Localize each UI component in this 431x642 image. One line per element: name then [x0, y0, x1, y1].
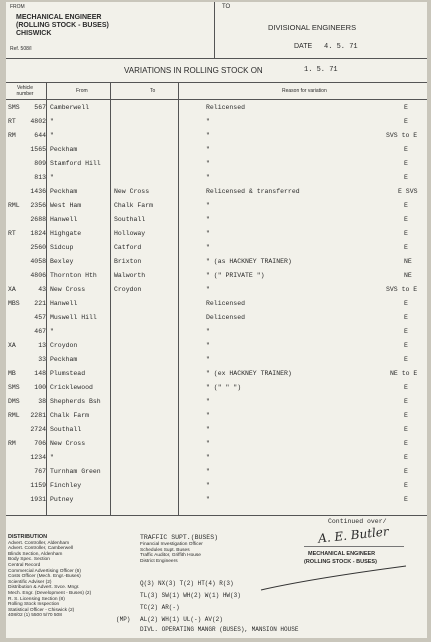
- from-garage: Southall: [50, 426, 82, 433]
- reason: ": [206, 398, 210, 405]
- distribution-item: Advert. Controller, Aldenham: [8, 540, 70, 546]
- reason: ": [206, 146, 210, 153]
- vehicle-number: 4802: [30, 118, 46, 125]
- distribution-item: Body Spec. Section: [8, 557, 50, 563]
- document-sheet: [6, 2, 427, 638]
- status-mark: E: [404, 342, 408, 349]
- signature: A. E. Butler: [317, 524, 390, 546]
- traffic-item: Traffic Auditor, Griffith House: [140, 553, 201, 559]
- from-garage: Muswell Hill: [50, 314, 97, 321]
- col-vehicle-number: Vehicle number: [16, 85, 34, 97]
- vehicle-number: 2724: [30, 426, 46, 433]
- status-mark: E: [404, 440, 408, 447]
- table-row: [6, 158, 427, 170]
- table-row: [6, 480, 427, 492]
- distribution-item: Rolling Stock Inspection: [8, 602, 60, 608]
- table-row: [6, 172, 427, 184]
- traffic-code-3: TC(2) AR(-): [140, 604, 180, 611]
- table-row: [6, 200, 427, 212]
- status-mark: E: [404, 216, 408, 223]
- status-mark: E: [404, 482, 408, 489]
- traffic-heading: TRAFFIC SUPT.(BUSES): [140, 534, 219, 541]
- from-garage: Turnham Green: [50, 468, 101, 475]
- from-garage: Peckham: [50, 188, 78, 195]
- from-garage: West Ham: [50, 202, 82, 209]
- distribution-item: Advert. Controller, Camberwell: [8, 546, 74, 552]
- vehicle-class: DMS: [8, 398, 20, 405]
- vehicle-class: RM: [8, 132, 16, 139]
- vehicle-number: 644: [34, 132, 46, 139]
- vehicle-class: MB: [8, 370, 16, 377]
- vehicle-number: 1436: [30, 188, 46, 195]
- status-mark: E: [404, 454, 408, 461]
- table-header-rule: [6, 99, 427, 100]
- table-row: [6, 298, 427, 310]
- to-value: DIVISIONAL ENGINEERS: [268, 23, 357, 32]
- table-top-rule: [6, 82, 427, 83]
- traffic-code-1: Q(3) NX(3) T(2) HT(4) R(3): [140, 580, 234, 587]
- status-mark: E: [404, 104, 408, 111]
- status-mark: SVS to E: [386, 132, 418, 139]
- from-garage: Croydon: [50, 342, 78, 349]
- vehicle-number: 1234: [30, 454, 46, 461]
- reason: " (ex HACKNEY TRAINER): [206, 370, 292, 377]
- from-line2: (ROLLING STOCK - BUSES): [16, 22, 109, 29]
- col-reason: Reason for variation: [282, 88, 327, 94]
- status-mark: E: [404, 160, 408, 167]
- from-garage: Plumstead: [50, 370, 86, 377]
- to-garage: Walworth: [114, 272, 146, 279]
- vehicle-class: MBS: [8, 300, 20, 307]
- reason: ": [206, 412, 210, 419]
- status-mark: E: [404, 202, 408, 209]
- vehicle-class: RT: [8, 118, 16, 125]
- reason: ": [206, 244, 210, 251]
- vehicle-number: 33: [38, 356, 46, 363]
- title-date: 1. 5. 71: [304, 66, 338, 74]
- table-row: [6, 494, 427, 506]
- status-mark: E: [404, 314, 408, 321]
- from-label: FROM: [10, 4, 25, 10]
- reason: ": [206, 202, 210, 209]
- vehicle-number: 813: [34, 174, 46, 181]
- vehicle-number: 2356: [30, 202, 46, 209]
- vehicle-number: 567: [34, 104, 46, 111]
- reason: ": [206, 286, 210, 293]
- table-row: [6, 270, 427, 282]
- status-mark: E: [404, 300, 408, 307]
- vehicle-number: 767: [34, 468, 46, 475]
- reason: ": [206, 160, 210, 167]
- distribution-item: Distribution & Advert. Svce. Mngr.: [8, 585, 80, 591]
- reason: ": [206, 328, 210, 335]
- from-garage: Peckham: [50, 146, 78, 153]
- table-row: [6, 466, 427, 478]
- status-mark: NE to E: [390, 370, 418, 377]
- distribution-list: [8, 535, 136, 619]
- header-bottom-rule: [6, 58, 427, 59]
- status-mark: SVS to E: [386, 286, 418, 293]
- reason: ": [206, 230, 210, 237]
- distribution-item: Statistical Officer - Chiswick (2): [8, 607, 75, 613]
- vehicle-class: XA: [8, 342, 16, 349]
- vehicle-number: 2688: [30, 216, 46, 223]
- reason: " (" " "): [206, 384, 242, 391]
- vehicle-number: 43: [38, 286, 46, 293]
- table-row: [6, 130, 427, 142]
- status-mark: E: [404, 230, 408, 237]
- table-row: [6, 438, 427, 450]
- table-row: [6, 284, 427, 296]
- signature-rule: [304, 546, 404, 547]
- to-label: TO: [222, 4, 231, 10]
- status-mark: E: [404, 328, 408, 335]
- status-mark: NE: [404, 272, 412, 279]
- from-garage: ": [50, 454, 54, 461]
- traffic-item: Schedules Supt. Buses: [140, 547, 190, 553]
- divl-line: DIVL. OPERATING MANGR (BUSES), MANSION HOUSE: [140, 626, 299, 633]
- vehicle-number: 457: [34, 314, 46, 321]
- vehicle-number: 2560: [30, 244, 46, 251]
- from-garage: Putney: [50, 496, 74, 503]
- signature-title1: MECHANICAL ENGINEER: [308, 551, 376, 557]
- status-mark: E: [404, 496, 408, 503]
- date-value: 4. 5. 71: [324, 43, 358, 51]
- distribution-item: R. S. Licensing Section (8): [8, 596, 65, 602]
- vehicle-number: 100: [34, 384, 46, 391]
- reference-number: Ref. 508/I: [10, 46, 32, 52]
- distribution-item: Commercial Advertising Officer (6): [8, 568, 81, 574]
- traffic-item: Financial Investigation Officer: [140, 542, 203, 547]
- to-garage: Southall: [114, 216, 146, 223]
- signature-title2: (ROLLING STOCK - BUSES): [304, 559, 377, 565]
- distribution-item: 408/02 (1) 5500 5/70 508: [8, 613, 62, 619]
- vehicle-class: RML: [8, 412, 20, 419]
- reason: " (" PRIVATE "): [206, 272, 265, 279]
- table-row: [6, 368, 427, 380]
- status-mark: E SVS: [398, 188, 418, 195]
- vehicle-class: SMS: [8, 384, 20, 391]
- table-row: [6, 214, 427, 226]
- vehicle-number: 4806: [30, 272, 46, 279]
- vehicle-number: 4058: [30, 258, 46, 265]
- status-mark: E: [404, 412, 408, 419]
- status-mark: E: [404, 146, 408, 153]
- from-garage: Cricklewood: [50, 384, 93, 391]
- to-garage: Holloway: [114, 230, 146, 237]
- reason: ": [206, 454, 210, 461]
- from-garage: Hanwell: [50, 300, 78, 307]
- distribution-item: Blinds Section, Aldenham: [8, 551, 63, 557]
- status-mark: E: [404, 384, 408, 391]
- reason: ": [206, 468, 210, 475]
- vehicle-number: 2281: [30, 412, 46, 419]
- vehicle-number: 1565: [30, 146, 46, 153]
- vehicle-class: RT: [8, 230, 16, 237]
- reason: Relicensed: [206, 104, 246, 111]
- distribution-item: Mech. Engr. (Development - Buses) (2): [8, 590, 92, 596]
- from-garage: Thornton Hth: [50, 272, 97, 279]
- from-garage: ": [50, 328, 54, 335]
- vehicle-number: 467: [34, 328, 46, 335]
- reason: ": [206, 426, 210, 433]
- from-garage: Peckham: [50, 356, 78, 363]
- vehicle-class: RM: [8, 440, 16, 447]
- reason: ": [206, 132, 210, 139]
- col-to: To: [150, 88, 156, 94]
- table-row: [6, 396, 427, 408]
- table-row: [6, 144, 427, 156]
- from-line1: MECHANICAL ENGINEER: [16, 14, 102, 21]
- vehicle-number: 809: [34, 160, 46, 167]
- from-garage: Bexley: [50, 258, 74, 265]
- continued-note: Continued over/: [328, 518, 387, 525]
- reason: Relicensed & transferred: [206, 188, 300, 195]
- distribution-heading: DISTRIBUTION: [8, 534, 48, 540]
- distribution-item: Central Record: [8, 562, 41, 568]
- to-garage: New Cross: [114, 188, 150, 195]
- table-row: [6, 228, 427, 240]
- vehicle-number: 1931: [30, 496, 46, 503]
- vehicle-class: SMS: [8, 104, 20, 111]
- table-row: [6, 326, 427, 338]
- vehicle-number: 221: [34, 300, 46, 307]
- header-divider: [214, 2, 215, 58]
- vehicle-class: XA: [8, 286, 16, 293]
- reason: ": [206, 482, 210, 489]
- from-garage: Finchley: [50, 482, 82, 489]
- table-row: [6, 256, 427, 268]
- distribution-item: Costs Officer (Mech. Engr.-Buses): [8, 574, 81, 580]
- reason: ": [206, 118, 210, 125]
- from-garage: Camberwell: [50, 104, 90, 111]
- reason: Relicensed: [206, 300, 246, 307]
- status-mark: NE: [404, 258, 412, 265]
- col-from: From: [76, 88, 88, 94]
- status-mark: E: [404, 426, 408, 433]
- reason: ": [206, 496, 210, 503]
- status-mark: E: [404, 174, 408, 181]
- from-garage: Sidcup: [50, 244, 74, 251]
- vehicle-number: 1159: [30, 482, 46, 489]
- traffic-code-2: TL(3) SW(1) WH(2) W(1) HW(3): [140, 592, 241, 599]
- reason: ": [206, 440, 210, 447]
- from-garage: ": [50, 132, 54, 139]
- reason: ": [206, 356, 210, 363]
- status-mark: E: [404, 118, 408, 125]
- reason: Delicensed: [206, 314, 246, 321]
- table-row: [6, 116, 427, 128]
- traffic-item: District Engineers: [140, 558, 178, 564]
- traffic-list: [140, 542, 203, 564]
- table-row: [6, 354, 427, 366]
- distribution-item: Scientific Adviser (2): [8, 579, 52, 585]
- signature-flourish: [256, 564, 416, 594]
- table-row: [6, 452, 427, 464]
- from-garage: New Cross: [50, 440, 86, 447]
- table-row: [6, 410, 427, 422]
- vehicle-number: 706: [34, 440, 46, 447]
- vehicle-class: RML: [8, 202, 20, 209]
- table-row: [6, 340, 427, 352]
- from-line3: CHISWICK: [16, 30, 52, 37]
- status-mark: E: [404, 398, 408, 405]
- from-garage: Hanwell: [50, 216, 78, 223]
- from-garage: ": [50, 118, 54, 125]
- page-title: VARIATIONS IN ROLLING STOCK ON: [124, 66, 263, 75]
- reason: ": [206, 174, 210, 181]
- table-row: [6, 382, 427, 394]
- from-garage: ": [50, 174, 54, 181]
- traffic-code-4: AL(2) WH(1) UL(-) AV(2): [140, 616, 223, 623]
- reason: ": [206, 216, 210, 223]
- to-garage: Croydon: [114, 286, 142, 293]
- status-mark: E: [404, 468, 408, 475]
- date-label: DATE: [294, 43, 313, 50]
- to-garage: Chalk Farm: [114, 202, 154, 209]
- vehicle-number: 148: [34, 370, 46, 377]
- from-garage: Shepherds Bsh: [50, 398, 101, 405]
- from-garage: Highgate: [50, 230, 82, 237]
- status-mark: E: [404, 356, 408, 363]
- vehicle-number: 13: [38, 342, 46, 349]
- table-row: [6, 186, 427, 198]
- table-row: [6, 242, 427, 254]
- status-mark: E: [404, 244, 408, 251]
- vehicle-number: 1824: [30, 230, 46, 237]
- from-garage: Chalk Farm: [50, 412, 90, 419]
- from-garage: New Cross: [50, 286, 86, 293]
- to-garage: Catford: [114, 244, 142, 251]
- table-bottom-rule: [6, 515, 427, 516]
- to-garage: Brixton: [114, 258, 142, 265]
- from-garage: Stamford Hill: [50, 160, 101, 167]
- table-row: [6, 102, 427, 114]
- table-row: [6, 424, 427, 436]
- vehicle-number: 38: [38, 398, 46, 405]
- reason: ": [206, 342, 210, 349]
- reason: " (as HACKNEY TRAINER): [206, 258, 292, 265]
- traffic-mp: (MP): [116, 616, 131, 623]
- table-row: [6, 312, 427, 324]
